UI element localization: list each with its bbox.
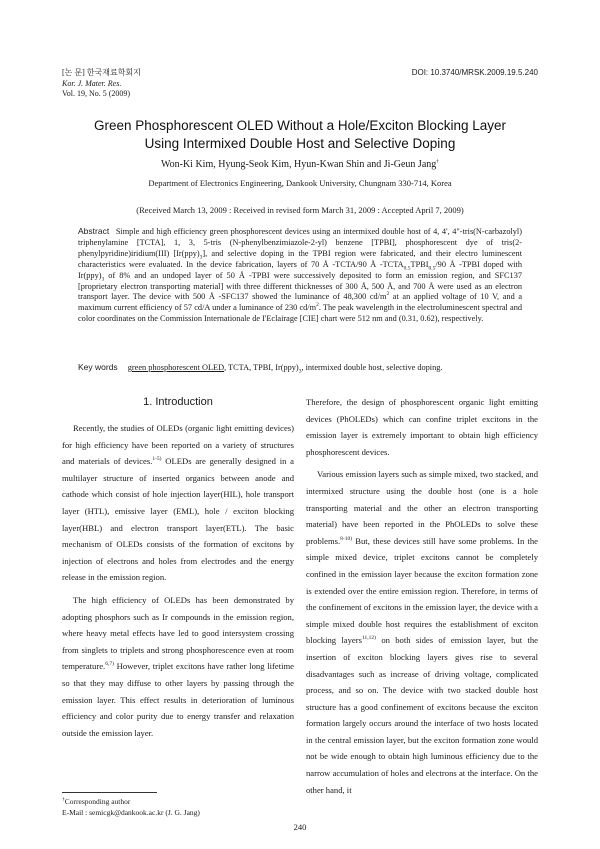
abstract-text: ], and selective doping in the TPBI region were fabricated, and their electro luminescent characteristics were evaluated. In the device fabrication, layers of 70 Å -TCTA/90 Å -TCTA [78,248,523,269]
keywords [78,362,540,375]
keywords-text: , intermixed double host, selective doping. [301,363,443,372]
abstract-subscript: 3 [101,276,105,283]
footnote [62,796,200,818]
abstract-text: /90 Å -TPBI doped with Ir(ppy) [78,259,522,280]
abstract-text: at an applied voltage of 10 V, and a maximum current efficiency of 57 cd/A under a luminance of 230 cd/m [78,292,523,313]
paragraph: Therefore, the design of phosphorescent organic light emitting devices (PhOLEDs) which can confine triplet excitons in the emission layer is extremely important to obtain high efficiency phosphorescent devices. [306,397,538,457]
paragraph-text: Recently, the studies of OLEDs (organic light emitting devices) for high efficiency have been reported on a variety of structures and materials of devices. [62,423,294,467]
paragraph-text: Various emission layers such as simple mixed, two stacked, and intermixed structure using the double host (one is a hole transporting material and the other an electron transporting material) have been reported in the PhOLEDs to solve these problems. [306,469,538,546]
paragraph [306,466,538,798]
paragraph-text: But, these devices still have some problems. In the simple mixed device, triplet excitons cannot be completely confined in the emission layer because the exciton formation zone is extended over the entire emission region. Therefore, in terms of the confinement of excitons in the emission layer, the device with a simple mixed double host requires the establishment of exciton blocking layers [306,535,538,646]
journal-header [62,68,141,100]
abstract-subscript: 3 [199,254,203,261]
reference-mark: 1-5) [152,456,162,463]
section-heading: 1. Introduction [143,396,213,408]
right-column [306,394,538,798]
received-dates: (Received March 13, 2009 : Received in revised form March 31, 2009 : Accepted April 7, 2009) [136,205,464,215]
abstract-text: Simple and high efficiency green phosphorescent devices using an intermixed double host of 4, 4', 4"-tris(N-carbazolyl) triphenylamine [TCTA], 1, 3, 5-tris (N-phenylbenzimiazole-2-yl) benzene [TPBI], phosphorescent dye of tris(2- phenylpyridine)iridium(III) [Ir(ppy) [78,227,522,258]
abstract-text: . The peak wavelength in the electroluminescent spectral and color coordinates on the Commission Internationale de I'Eclairage [CIE] chart were 512 nm and (0.31, 0.62), respectively. [78,303,522,324]
left-column [62,420,294,741]
abstract-superscript: 2 [386,291,390,298]
keywords-text: , TCTA, TPBI, Ir(ppy) [224,363,299,372]
footnote-divider [62,792,157,793]
paragraph [62,592,294,741]
paper-title [30,117,570,153]
abstract-text: TPBI [410,259,429,269]
paragraph-text: on both sides of emission layer, but the insertion of exciton blocking layers gives rise to several disadvantages such as increase of driving voltage, complicated process, and so on. The device with two stacked double host structure has a good confinement of excitons because the exciton formation largely occurs around the interface of two hosts located in the central emission layer, but the exciton formation zone would not be wide enough to obtain high luminous efficiency due to the narrow accumulation of holes and electrons at the interface. On the other hand, it [306,635,539,795]
corresponding-mark: † [436,158,440,165]
reference-mark: 6,7) [105,661,114,668]
author-list [30,159,570,170]
footnote-email: E-Mail : semicgk@dankook.ac.kr (J. G. Jang) [62,808,200,817]
affiliation: Department of Electronics Engineering, Dankook University, Chungnam 330-714, Korea [148,178,452,188]
abstract-subscript: 0.5 [403,265,411,272]
abstract-superscript: 2 [316,302,319,309]
keywords-label: Key words [78,362,118,372]
abstract-label: Abstract [78,226,110,236]
paragraph-text: The high efficiency of OLEDs has been demonstrated by adopting phosphors such as Ir compounds in the emission region, where heavy metal effects have led to good intersystem crossing from singlets to triplets and strong phosphorescence even at room temperature. [62,594,294,672]
paragraph [62,420,294,586]
doi-text: DOI: 10.3740/MRSK.2009.19.5.240 [411,68,538,77]
abstract-text: of 8% and an undoped layer of 50 Å -TPBI were successively deposited to form an emission region, and SFC137 [proprietary electron transporting material] with three different thicknesses of 300 Å, 500 Å, and 700 Å were used as an electron transport layer. The device with 500 Å -SFC137 showed the luminance of 48,300 cd/m [78,270,522,302]
page-number: 240 [293,822,307,832]
journal-korean-name: [논 문] 한국재료학회지 [62,68,141,77]
title-line-1: Green Phosphorescent OLED Without a Hole/Exciton Blocking Layer [94,118,506,133]
abstract [78,226,522,325]
authors-text: Won-Ki Kim, Hyung-Seok Kim, Hyun-Kwan Shin and Ji-Geun Jang [160,159,437,170]
footnote-line-1: Corresponding author [64,797,131,806]
reference-mark: 8-10) [340,535,353,542]
journal-abbreviation: Kor. J. Mater. Res. [62,78,122,88]
title-line-2: Using Intermixed Double Host and Selective Doping [144,136,456,151]
keywords-subscript: 3 [298,368,302,375]
paragraph-text: However, triplet excitons have rather long lifetime so that they may diffuse to other layers by passing through the emission layer. This effect results in deterioration of luminous efficiency and color purity due to energy transfer and relaxation outside the emission layer. [62,661,294,738]
reference-mark: 11,12) [361,635,376,642]
footnote-mark: † [62,796,65,803]
keyword-underlined: green phosphorescent OLED [127,363,225,372]
abstract-subscript: 0.5 [428,265,436,272]
journal-volume: Vol. 19, No. 5 (2009) [62,89,131,98]
paragraph-text: OLEDs are generally designed in a multilayer structure of inserted organics between anode and cathode which consist of hole injection layer(HIL), hole transport layer (HTL), emissive layer (EML), hole / exciton blocking layer(HBL) and electron transport layer(ETL). The basic mechanism of OLEDs consists of the formation of excitons by injection of electrons and holes from electrodes and the energy release in the emission region. [62,456,294,583]
